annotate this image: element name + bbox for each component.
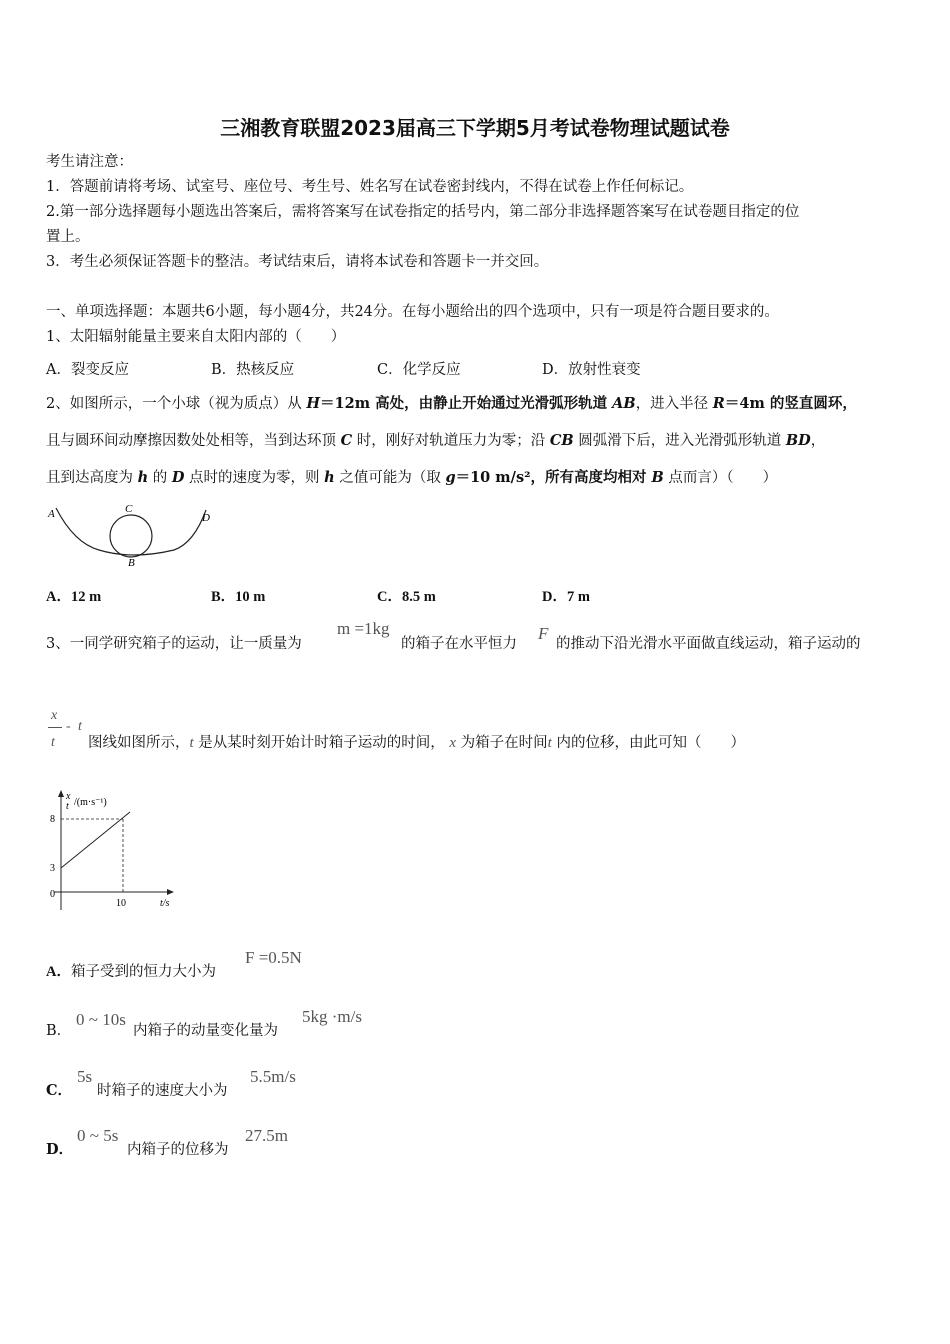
option-label: A． (46, 964, 71, 980)
label-a: A (48, 508, 55, 520)
q3-option-d-label[interactable]: D． (46, 1141, 74, 1158)
option-label: A． (46, 589, 71, 605)
q3-option-c-math: 5.5m/s (250, 1067, 296, 1086)
option-label: B． (211, 362, 237, 378)
frac-dash: - (66, 719, 71, 734)
q3-option-d-math-pre: 0 ~ 5s (77, 1126, 119, 1145)
q3-stem-c: 的推动下沿光滑水平面做直线运动，箱子运动的 (556, 636, 861, 652)
data-line (61, 812, 130, 868)
q2-option-a[interactable] (46, 587, 101, 607)
frac-denominator: t (51, 735, 55, 750)
option-text: 12 m (70, 589, 102, 605)
option-text: 裂变反应 (70, 362, 129, 378)
q1-option-a[interactable] (46, 360, 129, 380)
q2-option-c[interactable] (377, 587, 436, 607)
q1-stem: 1、太阳辐射能量主要来自太阳内部的（ ） (46, 329, 346, 345)
q3-stem-a: 3、一同学研究箱子的运动，让一质量为 (46, 636, 302, 652)
q3-option-d-text: 内箱子的位移为 (127, 1142, 229, 1158)
q3-option-c-math-pre: 5s (77, 1067, 93, 1086)
q3-line2: 图线如图所示，t 是从某时刻开始计时箱子运动的时间， x 为箱子在时间t 内的位移，由此可知（ ） (88, 735, 745, 751)
q2-option-b[interactable] (211, 587, 265, 607)
option-label: A． (46, 362, 71, 378)
option-text: 箱子受到的恒力大小为 (70, 964, 216, 980)
label-d: D (202, 512, 210, 524)
q3-option-a-math: F =0.5N (245, 948, 302, 967)
q2-stem-line1: 2、如图所示，一个小球（视为质点）从 H＝12m 高处，由静止开始通过光滑弧形轨道 AB，进入半径 R＝4m 的竖直圆环， (46, 395, 857, 412)
label-b: B (128, 557, 135, 569)
frac-t: t (78, 719, 82, 734)
q1-option-c[interactable] (377, 360, 461, 380)
tick-y0: 0 (50, 889, 55, 900)
q2-stem-line2: 且与圆环间动摩擦因数处处相等，当到达环顶 C 时，刚好对轨道压力为零；沿 CB 圆弧滑下后，进入光滑弧形轨道 BD， (46, 432, 826, 449)
option-text: 7 m (566, 589, 590, 605)
option-text: 热核反应 (236, 362, 295, 378)
q3-option-b-text: 内箱子的动量变化量为 (133, 1023, 278, 1039)
option-label: B． (211, 589, 236, 605)
q2-option-d[interactable] (542, 587, 590, 607)
frac-bar (48, 727, 62, 728)
notice-item-1: 1．答题前请将考场、试室号、座位号、考生号、姓名写在试卷密封线内，不得在试卷上作任何标记。 (46, 179, 694, 195)
ylabel-t: t (66, 801, 69, 812)
tick-x10: 10 (116, 898, 126, 909)
notice-heading: 考生请注意： (46, 154, 133, 170)
q3-stem-b: 的箱子在水平恒力 (401, 636, 517, 652)
q3-option-b-math: 5kg ·m/s (302, 1007, 362, 1026)
frac-numerator: x (51, 708, 58, 723)
q3-graph (44, 788, 184, 916)
option-text: 放射性衰变 (568, 362, 641, 378)
q3-option-d-math: 27.5m (245, 1126, 288, 1145)
q2-stem-line3: 且到达高度为 h 的 D 点时的速度为零，则 h 之值可能为（取 g＝10 m/s²，所有高度均相对 B 点而言）（ ） (46, 469, 778, 486)
q3-option-c-label[interactable]: C． (46, 1082, 73, 1099)
section-heading: 一、单项选择题：本题共6小题，每小题4分，共24分。在每小题给出的四个选项中，只有一项是符合题目要求的。 (46, 304, 779, 320)
option-label: C． (377, 362, 403, 378)
notice-item-2: 2.第一部分选择题每小题选出答案后，需将答案写在试卷指定的括号内，第二部分非选择题答案写在试卷题目指定的位 (46, 204, 800, 220)
q1-option-b[interactable] (211, 360, 294, 380)
tick-y8: 8 (50, 814, 55, 825)
x-axis-arrow (167, 889, 174, 895)
q2-track-figure (44, 498, 219, 573)
option-label: D． (542, 362, 569, 378)
q3-option-c-text: 时箱子的速度大小为 (97, 1083, 228, 1099)
notice-item-2-cont: 置上。 (46, 229, 90, 245)
option-label: D． (542, 589, 567, 605)
exam-title: 三湘教育联盟2023届高三下学期5月考试卷物理试题试卷 (220, 116, 730, 140)
loop-circle (110, 515, 152, 557)
q1-option-d[interactable] (542, 360, 641, 380)
label-c: C (125, 503, 133, 515)
q3-mass: m =1kg (337, 619, 390, 638)
tick-y3: 3 (50, 863, 55, 874)
ylabel-x: x (66, 791, 71, 802)
y-axis-arrow (58, 790, 64, 797)
xlabel: t/s (160, 898, 170, 909)
option-text: 化学反应 (402, 362, 461, 378)
option-text: 8.5 m (401, 589, 436, 605)
ylabel-unit: /(m·s⁻¹) (74, 797, 107, 808)
q3-force-symbol: F (538, 624, 549, 643)
q3-option-b-label[interactable]: B． (46, 1023, 72, 1039)
notice-item-3: 3．考生必须保证答题卡的整洁。考试结束后，请将本试卷和答题卡一并交回。 (46, 254, 549, 270)
option-label: C． (377, 589, 402, 605)
q3-option-a[interactable] (46, 962, 216, 982)
option-text: 10 m (235, 589, 266, 605)
q3-option-b-math-pre: 0 ~ 10s (76, 1010, 126, 1029)
